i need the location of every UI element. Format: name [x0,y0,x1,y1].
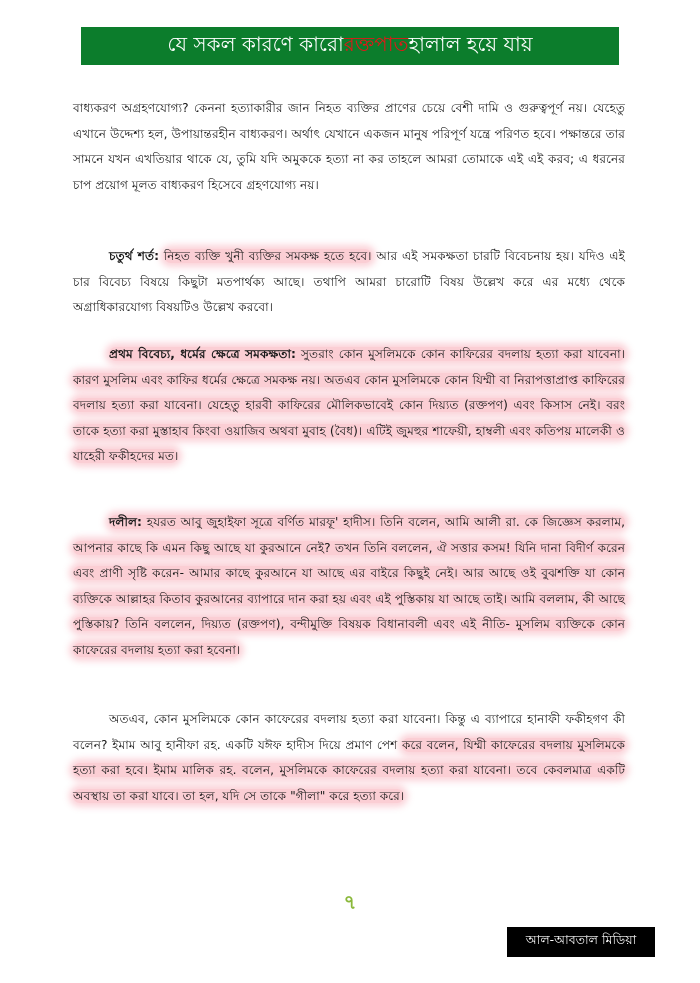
title-part-2: হালাল হয়ে যায় [408,31,533,56]
title-part-1: যে সকল কারণে কারো [167,31,344,56]
publisher-badge: আল-আবতাল মিডিয়া [507,927,655,957]
title-banner [81,27,619,65]
paragraph-evidence [73,510,625,663]
fourth-condition-heading: চতুর্থ শর্ত: [109,249,159,263]
title-highlight-word: রক্তপাত [343,31,409,56]
evidence-text: হযরত আবু জুহাইফা সূত্রে বর্ণিত মারফূ' হাদীস। তিনি বলেন, আমি আলী রা. কে জিজ্ঞেস করলাম, আপনার কাছে কি এমন কিছু আছে যা কুরআনে নেই? তখন তিনি বললেন, ঐ সত্তার কসম! যিনি দানা বিদীর্ণ করেন এবং প্রাণী সৃষ্টি করেন- আমার কাছে কুরআনে যা আছে এর বাইরে কিছুই নেই। আর আছে ওই বুঝশক্তি যা কোন ব্যক্তিকে আল্লাহর কিতাব কুরআনের ব্যাপারে দান করা হয় এবং এই পুস্তিকায় যা আছে তাই। আমি বললাম, কী আছে পুস্তিকায়? তিনি বললেন, দিয়্যত (রক্তপণ), বন্দীমুক্তি বিষয়ক বিধানাবলী এবং এই নীতি- মুসলিম ব্যক্তিকে কোন কাফেরের বদলায় হত্যা করা হবেনা। [73,515,625,657]
conclusion-text: অতএব, কোন মুসলিমকে কোন কাফেরের বদলায় হত্যা করা যাবেনা। কিন্তু এ ব্যাপারে হানাফী ফকীহগণ কী বলেন? ইমাম আবু হানীফা রহ. একটি যঈফ হাদীস দিয়ে প্রমাণ পেশ [73,712,625,752]
paragraph-conclusion [73,707,625,809]
religion-equality-text: সুতরাং কোন মুসলিমকে কোন কাফিরের বদলায় হত্যা করা যাবেনা। কারণ মুসলিম এবং কাফির ধর্মের ক্ষেত্রে সমকক্ষ নয়। অতএব কোন মুসলিমকে কোন যিম্মী বা নিরাপত্তাপ্রাপ্ত কাফিরের বদলায় হত্যা করা যাবেনা। যেহেতু হারবী কাফিরের মৌলিকভাবেই কোন দিয়্যত (রক্তপণ) এবং কিসাস নেই। বরং তাকে হত্যা করা মুস্তাহাব কিংবা ওয়াজিব অথবা মুবাহ (বৈধ)। এটিই জুমহুর শাফেয়ী, হাম্বলী এবং কতিপয় মালেকী ও যাহেরী ফকীহদের মত। [73,347,626,463]
religion-equality-heading: প্রথম বিবেচ্য, ধর্মের ক্ষেত্রে সমকক্ষতা: [109,347,296,361]
paragraph-religion-equality [73,342,625,470]
page-number: ৭ [343,890,357,914]
paragraph-coercion: বাধ্যকরণ অগ্রহণযোগ্য? কেননা হত্যাকারীর জান নিহত ব্যক্তির প্রাণের চেয়ে বেশী দামি ও গুরুত্বপূর্ণ নয়। যেহেতু এখানে উদ্দেশ্য হল, উপায়ান্তরহীন বাধ্যকরণ। অর্থাৎ যেখানে একজন মানুষ পরিপূর্ণ যন্ত্রে পরিণত হবে। পক্ষান্তরে তার সামনে যখন এখতিয়ার থাকে যে, তুমি যদি অমুককে হত্যা না কর তাহলে আমরা তোমাকে এই এই করব; এ ধরনের চাপ প্রয়োগ মূলত বাধ্যকরণ হিসেবে গ্রহণযোগ্য নয়। [73,101,625,192]
conclusion-highlight: করে বলেন, যিম্মী কাফেরের বদলায় মুসলিমকে হত্যা করা হবে। ইমাম মালিক রহ. বলেন, মুসলিমকে কাফেরের বদলায় হত্যা করা যাবেনা। তবে কেবলমাত্র একটি অবস্থায় তা করা যাবে। তা হল, যদি সে তাকে "গীলা" করে হত্যা করে। [73,737,626,803]
fourth-condition-highlight: নিহত ব্যক্তি খুনী ব্যক্তির সমকক্ষ হতে হবে। [163,249,372,263]
evidence-heading: দলীল: [109,515,142,529]
paragraph-fourth-condition [73,244,625,321]
fourth-condition-text: আর এই সমকক্ষতা চারটি বিবেচনায় হয়। যদিও এই চার বিবেচ্য বিষয়ে কিছুটা মতপার্থক্য আছে। তথাপি আমরা চারোটি বিষয় উল্লেখ করে এর মধ্যে থেকে অগ্রাধিকারযোগ্য বিষয়টিও উল্লেখ করবো। [73,249,626,314]
